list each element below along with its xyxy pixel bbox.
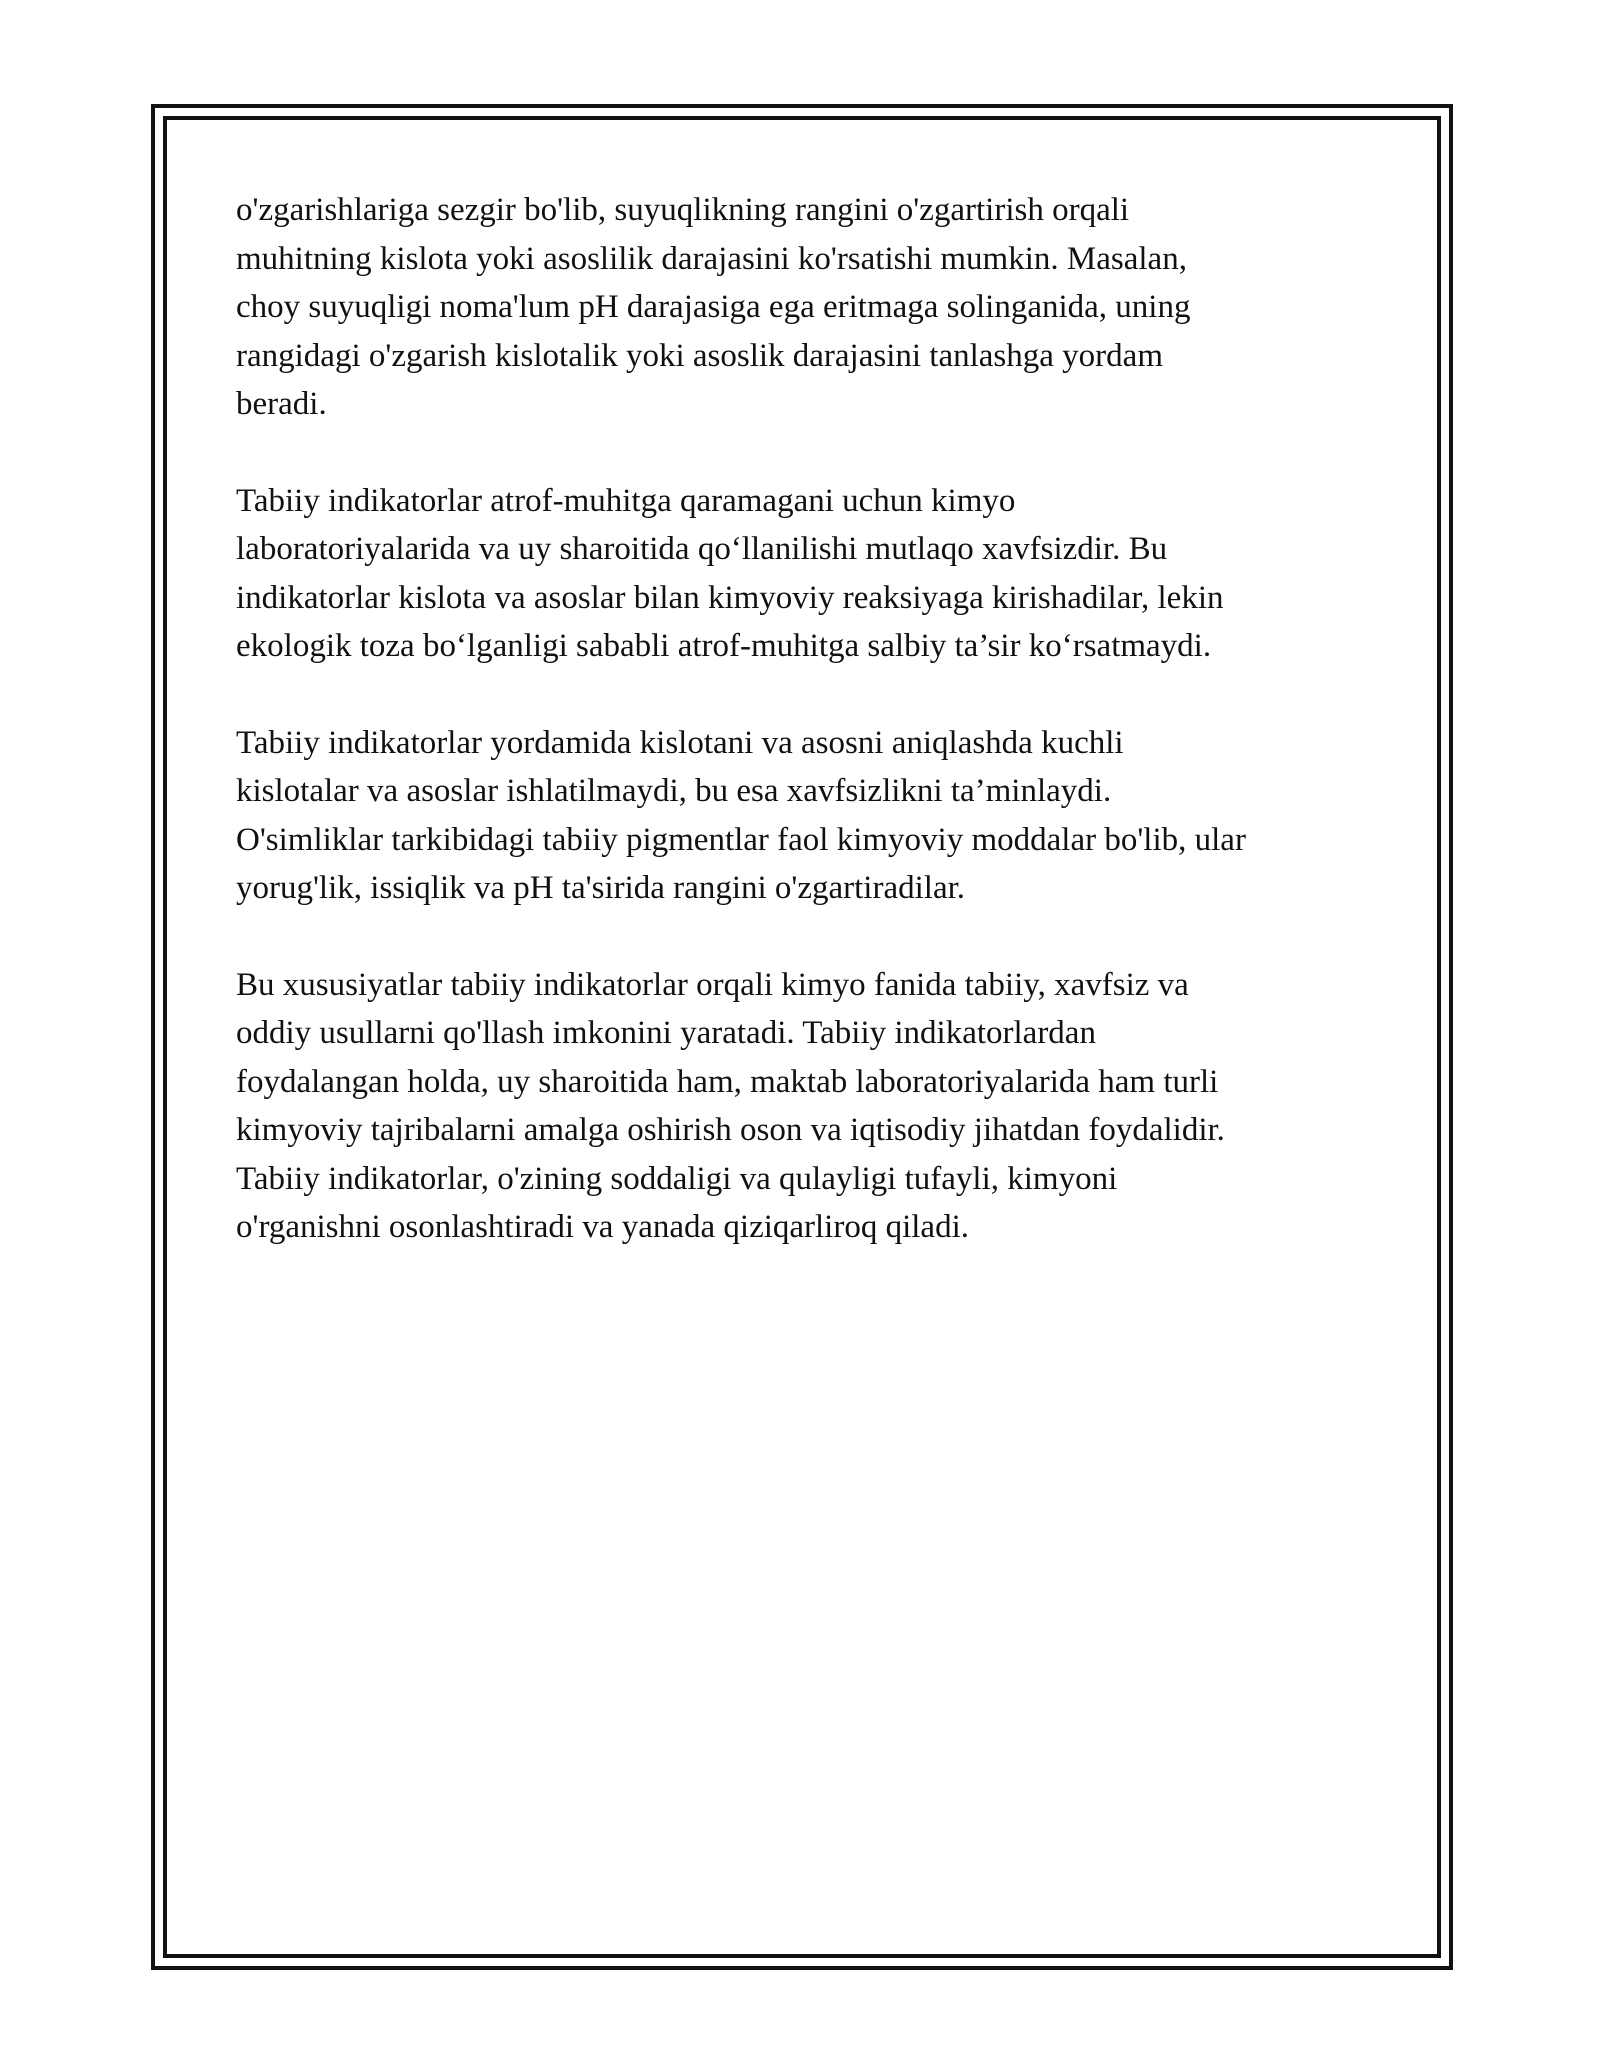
paragraph-3: Tabiiy indikatorlar yordamida kislotani va asosni aniqlashda kuchli kislotalar va asoslar ishlatilmaydi, bu esa xavfsizlikni ta’minlaydi. O'simliklar tarkibidagi tabiiy pigmentlar faol kimyoviy moddalar bo'lib, ular yorug'lik, issiqlik va pH ta'sirida rangini o'zgartiradilar. (236, 724, 1246, 906)
paragraph-4: Bu xususiyatlar tabiiy indikatorlar orqali kimyo fanida tabiiy, xavfsiz va oddiy usullarni qo'llash imkonini yaratadi. Tabiiy indikatorlardan foydalangan holda, uy sharoitida ham, maktab laboratoriyalarida ham turli kimyoviy tajribalarni amalga oshirish oson va iqtisodiy jihatdan foydalidir. Tabiiy indikatorlar, o'zining soddaligi va qulayligi tufayli, kimyoni o'rganishni osonlashtiradi va yanada qiziqarliroq qiladi. (236, 966, 1225, 1245)
paragraph-2: Tabiiy indikatorlar atrof-muhitga qaramagani uchun kimyo laboratoriyalarida va uy sharoitida qo‘llanilishi mutlaqo xavfsizdir. Bu indikatorlar kislota va asoslar bilan kimyoviy reaksiyaga kirishadilar, lekin ekologik toza bo‘lganligi sababli atrof-muhitga salbiy ta’sir ko‘rsatmaydi. (236, 482, 1224, 664)
paragraph-1: o'zgarishlariga sezgir bo'lib, suyuqlikning rangini o'zgartirish orqali muhitning kislota yoki asoslilik darajasini ko'rsatishi mumkin. Masalan, choy suyuqligi noma'lum pH darajasiga ega eritmaga solinganida, uning rangidagi o'zgarish kislotalik yoki asoslik darajasini tanlashga yordam beradi. (236, 192, 1191, 422)
document-body (236, 186, 1386, 1300)
